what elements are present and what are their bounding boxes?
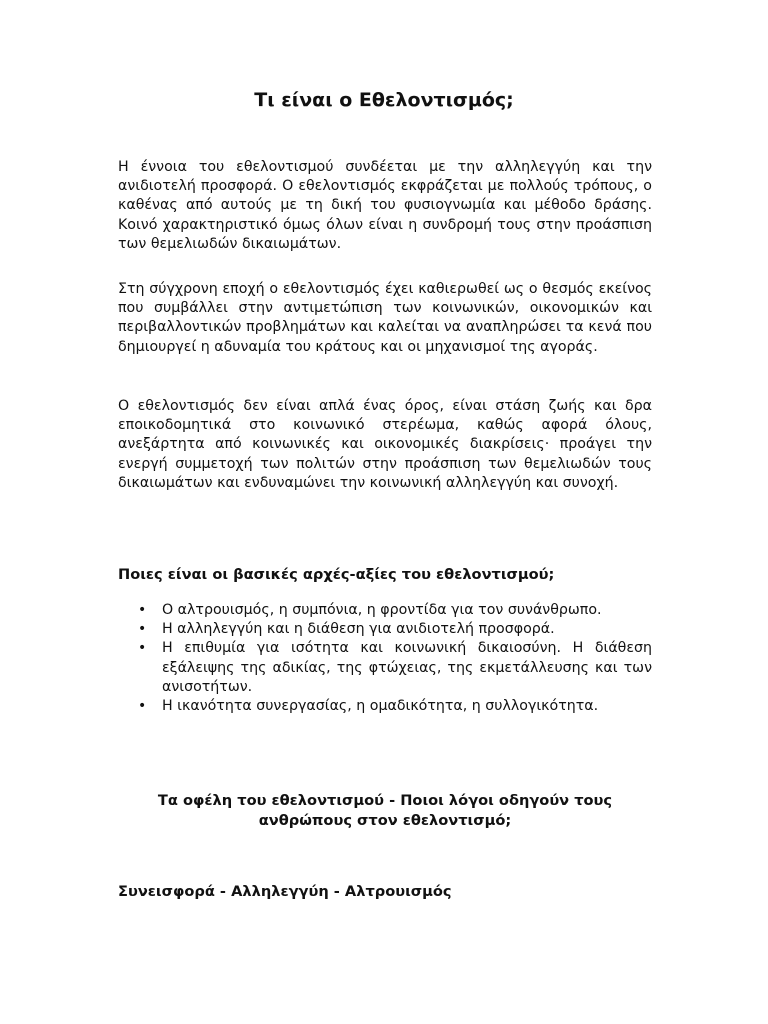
intro-paragraph: Η έννοια του εθελοντισμού συνδέεται με την αλληλεγγύη και την ανιδιοτελή προσφορά. Ο εθελοντισμός εκφράζεται με πολλούς τρόπους, ο καθένας από αυτούς με τη δική του φυσιογνωμία και μέθοδο δράσης. Κοινό χαρακτηριστικό όμως όλων είναι η συνδρομή τους στην προάσπιση των θεμελιωδών δικαιωμάτων. — [118, 159, 652, 252]
list-item: • Η επιθυμία για ισότητα και κοινωνική δικαιοσύνη. Η διάθεση εξάλειψης της αδικίας, της φτώχειας, της εκμετάλλευσης και των ανισοτήτων. — [118, 639, 652, 697]
benefits-heading: Τα οφέλη του εθελοντισμού - Ποιοι λόγοι οδηγούν τους ανθρώπους στον εθελοντισμό; — [157, 792, 613, 829]
list-item: • Η αλληλεγγύη και η διάθεση για ανιδιοτελή προσφορά. — [118, 620, 652, 639]
list-item: • Ο αλτρουισμός, η συμπόνια, η φροντίδα για τον συνάνθρωπο. — [118, 601, 652, 620]
values-list — [118, 601, 652, 716]
modern-era-paragraph: Στη σύγχρονη εποχή ο εθελοντισμός έχει καθιερωθεί ως ο θεσμός εκείνος που συμβάλλει στην αντιμετώπιση των κοινωνικών, οικονομικών και περιβαλλοντικών προβλημάτων και καλείται να αναπληρώσει τα κενά που δημιουργεί η αδυναμία του κράτους και οι μηχανισμοί της αγοράς. — [118, 281, 652, 355]
values-heading: Ποιες είναι οι βασικές αρχές-αξίες του εθελοντισμού; — [118, 566, 555, 583]
lifestyle-paragraph: Ο εθελοντισμός δεν είναι απλά ένας όρος, είναι στάση ζωής και δρα εποικοδομητικά στο κοινωνικό στερέωμα, καθώς αφορά όλους, ανεξάρτητα από κοινωνικές και οικονομικές διακρίσεις· προάγει την ενεργή συμμετοχή των πολιτών στην προάσπιση των θεμελιωδών τους δικαιωμάτων και ενδυναμώνει την κοινωνική αλληλεγγύη και συνοχή. — [118, 398, 652, 491]
contribution-heading: Συνεισφορά - Αλληλεγγύη - Αλτρουισμός — [118, 883, 452, 900]
document-title: Τι είναι ο Εθελοντισμός; — [254, 89, 514, 111]
list-item: • Η ικανότητα συνεργασίας, η ομαδικότητα, η συλλογικότητα. — [118, 697, 652, 716]
